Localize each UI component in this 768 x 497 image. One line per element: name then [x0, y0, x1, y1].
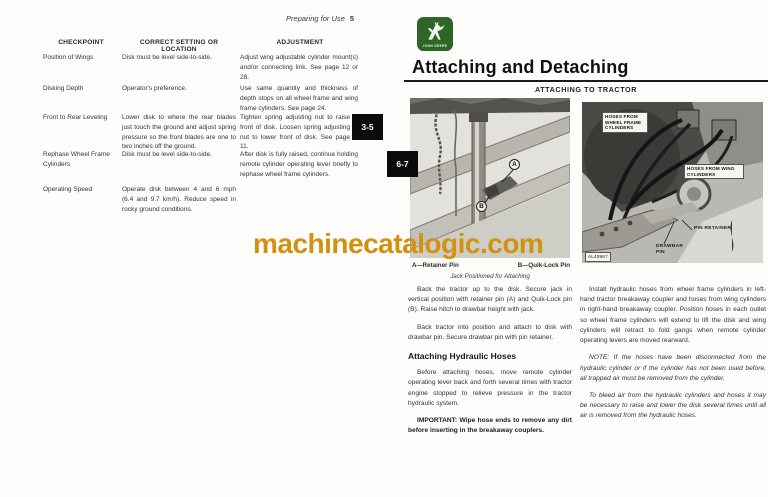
table-row-4-setting: Disk must be level side-to-side. — [122, 151, 212, 158]
john-deere-logo-icon — [416, 16, 454, 52]
table-row-5-setting: Operate disk between 4 and 6 mph (6.4 and 9.7 km/h). Reduce speed in rocky ground conditions. — [122, 186, 236, 213]
running-header — [250, 14, 354, 23]
table-row-1-adjustment: Adjust wing adjustable cylinder mount(s) and/or connecting link. See page 12 or 28. — [240, 54, 358, 81]
para-back-tractor: Back the tractor up to the disk. Secure jack in vertical position with retainer pin (A) and Quik-Lock pin (B). Raise hitch to drawbar height with jack. — [408, 286, 572, 314]
table-row-1-checkpoint: Position of Wings — [43, 54, 94, 61]
para-before-attaching: Before attaching hoses, move remote cylinder operating lever back and forth several times with tractor engine stopped to relieve pressure in the tractor hydraulic system. — [408, 369, 572, 407]
photo-hoses-attached — [582, 102, 763, 263]
label-hoses-wing: HOSES FROM WING CYLINDERS — [684, 164, 744, 179]
table-row-3-checkpoint: Front to Rear Leveling — [43, 114, 108, 121]
title-rule — [404, 80, 768, 82]
label-pin-retainer: PIN RETAINER — [694, 226, 732, 231]
para-note-bleed-air: To bleed air from the hydraulic cylinders and hoses it may be necessary to raise and lower the disk several times until all air is removed from the hydraulic hoses. — [580, 391, 766, 420]
section-heading: ATTACHING TO TRACTOR — [534, 85, 638, 94]
para-note-trapped-air: NOTE: If the hoses have been disconnected from the hydraulic cylinder or if the cylinder has not been used before, all trapped air must be removed from the cylinder. — [580, 354, 766, 382]
para-drawbar-pin: Back tractor into position and attach to disk with drawbar pin. Secure drawbar pin with pin retainer. — [408, 323, 572, 341]
caption-quik-lock-pin: B—Quik-Lock Pin — [517, 262, 570, 269]
john-deere-logo-text: JOHN DEERE — [422, 43, 448, 48]
col-header-setting: CORRECT SETTING OR LOCATION — [139, 39, 219, 53]
table-row-2-checkpoint: Disking Depth — [43, 85, 84, 92]
chapter-title: Attaching and Detaching — [412, 57, 629, 77]
table-row-2-adjustment: Use same quantity and thickness of depth stops on all wheel frame and wing frame cylinders. See page 24. — [240, 85, 358, 112]
photo-id-label: AL40967 — [585, 252, 611, 262]
heading-attaching-hoses: Attaching Hydraulic Hoses — [408, 351, 517, 362]
table-row-1-setting: Disk must be level side-to-side. — [122, 54, 212, 61]
col-header-adjustment: ADJUSTMENT — [276, 39, 324, 46]
label-drawbar-pin: DRAWBAR PIN — [656, 244, 684, 255]
table-row-2-setting: Operator's preference. — [122, 85, 187, 92]
right-column — [580, 285, 766, 429]
watermark: machinecatalogic.com — [253, 228, 544, 259]
callout-a: A — [509, 159, 520, 170]
page-number: 5 — [349, 14, 354, 23]
table-row-3-setting: Lower disk to where the rear blades just touch the ground and adjust spring pressure so the front blades are one to two inches off the ground. — [122, 114, 236, 151]
callout-b: B — [476, 201, 487, 212]
page-edge-tab-6-7: 6-7 — [387, 151, 418, 177]
caption-jack-positioned: Jack Positioned for Attaching — [450, 273, 530, 280]
left-column — [408, 285, 572, 444]
table-row-4-checkpoint: Rephase Wheel Frame Cylinders — [43, 151, 110, 168]
table-row-3-adjustment: Tighten spring adjusting nut to raise front of disk. Loosen spring adjusting nut to lower front of disk. See page 11. — [240, 114, 350, 151]
page-edge-tab-3-5: 3-5 — [352, 114, 383, 140]
para-install-hoses: Install hydraulic hoses from wheel frame cylinders in left-hand tractor breakaway coupler and hoses from wing cylinders in right-hand breakaway coupler. Position hoses in each outlet so wheel frame cylinders will extend to lift the disk and wing cylinders will retract to fold gangs when remote cylinder operating levers are moved rearward. — [580, 286, 766, 345]
col-header-checkpoint: CHECKPOINT — [58, 39, 104, 46]
running-header-text: Preparing for Use — [286, 14, 345, 23]
table-row-4-adjustment: After disk is fully raised, continue holding remote cylinder operating lever briefly to rephase wheel frame cylinders. — [240, 151, 358, 178]
caption-retainer-pin: A—Retainer Pin — [412, 262, 459, 269]
para-important: IMPORTANT: Wipe hose ends to remove any dirt before inserting in the breakaway couplers. — [408, 417, 572, 435]
table-row-5-checkpoint: Operating Speed — [43, 186, 93, 193]
label-hoses-wheel-frame: HOSES FROM WHEEL FRAME CYLINDERS — [602, 112, 648, 133]
